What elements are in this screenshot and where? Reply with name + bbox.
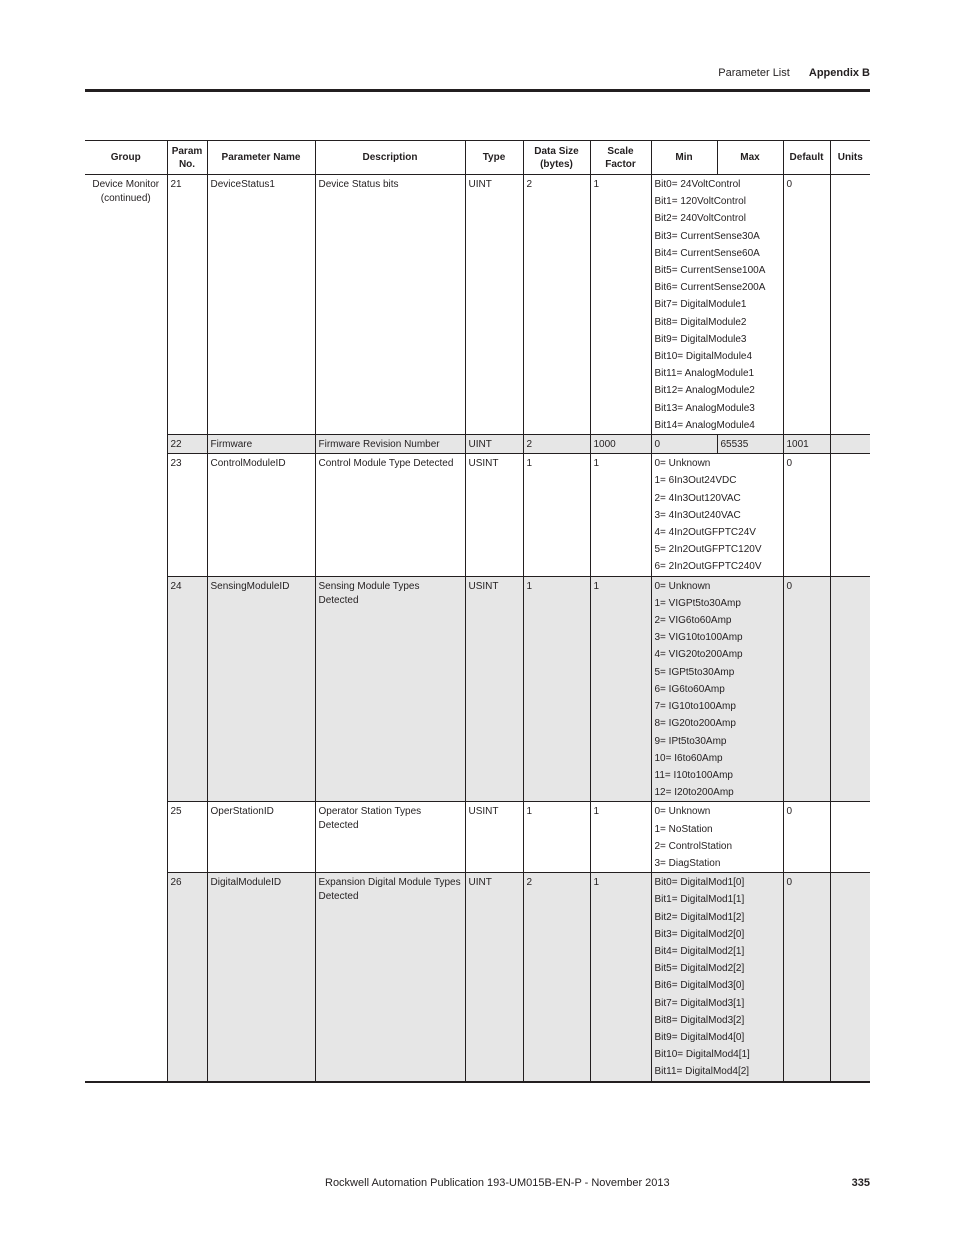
- max-cell: 65535: [717, 435, 783, 454]
- units-cell: [830, 576, 870, 802]
- min-cell: [651, 802, 783, 873]
- parameter-table: [85, 140, 870, 1083]
- min-cell: [651, 576, 783, 802]
- param-no-cell: 24: [167, 576, 207, 802]
- type-cell: UINT: [465, 873, 523, 1082]
- data-size-cell: 1: [523, 802, 590, 873]
- col-header-default: Default: [783, 141, 830, 175]
- page-number: 335: [851, 1177, 870, 1189]
- description-cell: Firmware Revision Number: [315, 435, 465, 454]
- col-header-min: Min: [651, 141, 717, 175]
- col-header-max: Max: [717, 141, 783, 175]
- scale-factor-cell: 1: [590, 454, 651, 576]
- data-size-cell: 2: [523, 873, 590, 1082]
- col-header-description: Description: [315, 141, 465, 175]
- running-header: [718, 67, 870, 79]
- col-header-units: Units: [830, 141, 870, 175]
- scale-factor-cell: 1: [590, 175, 651, 435]
- min-cell: [651, 454, 783, 576]
- data-size-cell: 2: [523, 175, 590, 435]
- publication-info: Rockwell Automation Publication 193-UM015B-EN-P - November 2013: [325, 1177, 670, 1189]
- param-name-cell: SensingModuleID: [207, 576, 315, 802]
- table-row: [85, 576, 870, 802]
- col-header-data-size: Data Size (bytes): [523, 141, 590, 175]
- param-no-cell: 21: [167, 175, 207, 435]
- param-no-cell: 23: [167, 454, 207, 576]
- default-cell: 0: [783, 175, 830, 435]
- col-header-parameter-name: Parameter Name: [207, 141, 315, 175]
- default-cell: 0: [783, 802, 830, 873]
- col-header-group: Group: [85, 141, 167, 175]
- param-name-cell: Firmware: [207, 435, 315, 454]
- type-cell: USINT: [465, 576, 523, 802]
- units-cell: [830, 802, 870, 873]
- table-row: [85, 873, 870, 1082]
- type-cell: USINT: [465, 802, 523, 873]
- description-cell: Sensing Module Types Detected: [315, 576, 465, 802]
- min-cell: [651, 873, 783, 1082]
- param-name-cell: DeviceStatus1: [207, 175, 315, 435]
- default-cell: 1001: [783, 435, 830, 454]
- param-name-cell: OperStationID: [207, 802, 315, 873]
- description-cell: Expansion Digital Module Types Detected: [315, 873, 465, 1082]
- units-cell: [830, 435, 870, 454]
- scale-factor-cell: 1: [590, 802, 651, 873]
- appendix-label: Appendix B: [808, 67, 870, 79]
- units-cell: [830, 454, 870, 576]
- data-size-cell: 1: [523, 454, 590, 576]
- min-values: Bit0= DigitalMod1[0] Bit1= DigitalMod1[1] Bit2= DigitalMod1[2] Bit3= DigitalMod2[0] Bit4= DigitalMod2[1] Bit5= DigitalMod2[2] Bit6= DigitalMod3[0] Bit7= DigitalMod3[1] Bit8= DigitalMod3[2] Bit9= DigitalMod4[0] Bit10= DigitalMod4[1] Bit11= DigitalMod4[2]: [654, 877, 750, 1078]
- min-values: 0= Unknown 1= NoStation 2= ControlStation 3= DiagStation: [654, 806, 733, 869]
- data-size-cell: 1: [523, 576, 590, 802]
- param-no-cell: 26: [167, 873, 207, 1082]
- col-header-scale-factor: Scale Factor: [590, 141, 651, 175]
- min-cell: 0: [651, 435, 717, 454]
- param-no-cell: 22: [167, 435, 207, 454]
- min-values: 0= Unknown 1= 6In3Out24VDC 2= 4In3Out120VAC 3= 4In3Out240VAC 4= 4In2OutGFPTC24V 5= 2In2OutGFPTC120V 6= 2In2OutGFPTC240V: [654, 458, 762, 573]
- table-row: [85, 435, 870, 454]
- min-values: 0= Unknown 1= VIGPt5to30Amp 2= VIG6to60Amp 3= VIG10to100Amp 4= VIG20to200Amp 5= IGPt5to30Amp 6= IG6to60Amp 7= IG10to100Amp 8= IG20to200Amp 9= IPt5to30Amp 10= I6to60Amp 11= I10to100Amp 12= I20to200Amp: [654, 580, 743, 799]
- units-cell: [830, 873, 870, 1082]
- min-cell: [651, 175, 783, 435]
- min-values: Bit0= 24VoltControl Bit1= 120VoltControl Bit2= 240VoltControl Bit3= CurrentSense30A Bit4= CurrentSense60A Bit5= CurrentSense100A Bit6= CurrentSense200A Bit7= DigitalModule1 Bit8= DigitalModule2 Bit9= DigitalModule3 Bit10= DigitalModule4 Bit11= AnalogModule1 Bit12= AnalogModule2 Bit13= AnalogModule3 Bit14= AnalogModule4: [654, 179, 766, 431]
- description-cell: Operator Station Types Detected: [315, 802, 465, 873]
- table-row: [85, 802, 870, 873]
- description-cell: Device Status bits: [315, 175, 465, 435]
- type-cell: USINT: [465, 454, 523, 576]
- scale-factor-cell: 1000: [590, 435, 651, 454]
- param-no-cell: 25: [167, 802, 207, 873]
- type-cell: UINT: [465, 175, 523, 435]
- type-cell: UINT: [465, 435, 523, 454]
- data-size-cell: 2: [523, 435, 590, 454]
- scale-factor-cell: 1: [590, 576, 651, 802]
- col-header-type: Type: [465, 141, 523, 175]
- units-cell: [830, 175, 870, 435]
- col-header-param-no: Param No.: [167, 141, 207, 175]
- default-cell: 0: [783, 454, 830, 576]
- section-title: Parameter List: [718, 67, 790, 79]
- default-cell: 0: [783, 576, 830, 802]
- default-cell: 0: [783, 873, 830, 1082]
- description-cell: Control Module Type Detected: [315, 454, 465, 576]
- table-row: [85, 175, 870, 435]
- table-row: [85, 454, 870, 576]
- param-name-cell: ControlModuleID: [207, 454, 315, 576]
- param-name-cell: DigitalModuleID: [207, 873, 315, 1082]
- table-header-row: [85, 141, 870, 175]
- scale-factor-cell: 1: [590, 873, 651, 1082]
- header-rule: [85, 89, 870, 92]
- group-cell: Device Monitor (continued): [85, 175, 167, 1082]
